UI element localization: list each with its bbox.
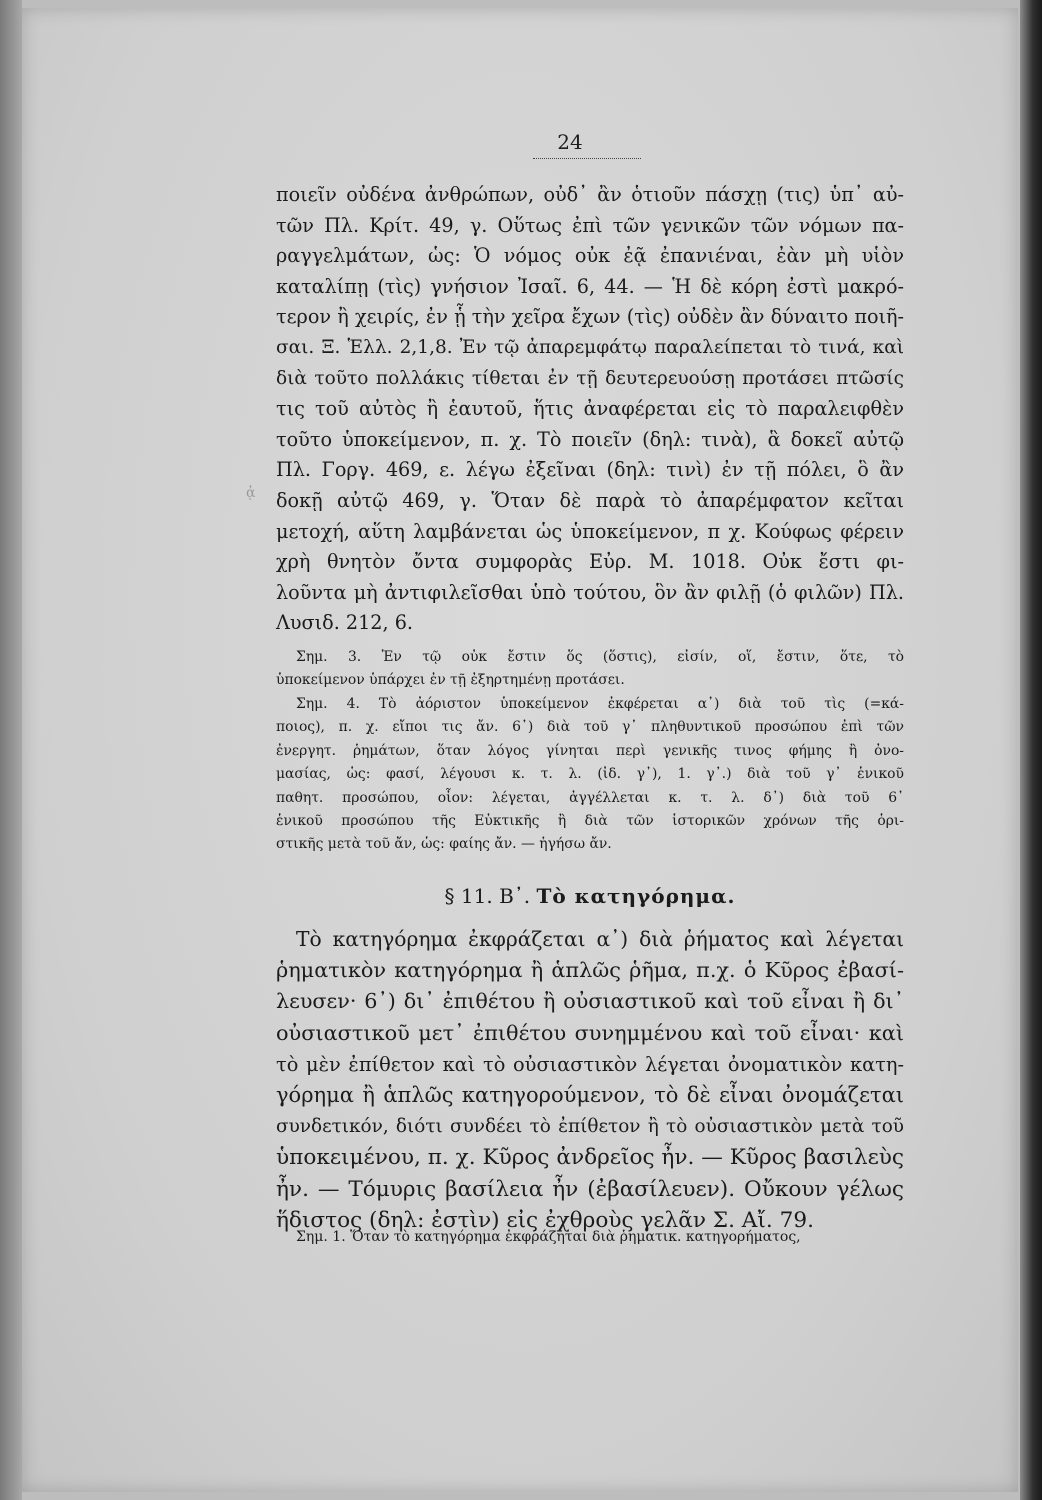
note-3 bbox=[276, 646, 904, 693]
book-spine-shadow bbox=[1020, 0, 1042, 1500]
main-paragraph bbox=[276, 180, 904, 639]
note-line: ποιος), π. χ. εἴποι τις ἄν. 6᾽) διὰ τοῦ γ᾽ πληθυντικοῦ προσώπου ἐπὶ τῶν bbox=[276, 719, 904, 736]
header-dotted-rule bbox=[533, 158, 641, 159]
text-line: καταλίπῃ (τὶς) γνήσιον Ἰσαῖ. 6, 44. — Ἡ δὲ κόρη ἐστὶ μακρό- bbox=[276, 274, 904, 298]
section-number: § 11. Β᾽. bbox=[444, 884, 531, 908]
text-line: οὐσιαστικοῦ μετ᾽ ἐπιθέτου συνημμένου καὶ τοῦ εἶναι· καὶ bbox=[276, 1020, 904, 1045]
margin-mark: ᾀ bbox=[246, 485, 256, 501]
note-4 bbox=[276, 693, 904, 857]
note-line: παθητ. προσώπου, οἷον: λέγεται, ἀγγέλλεται κ. τ. λ. δ᾽) διὰ τοῦ 6᾽ bbox=[276, 789, 904, 806]
text-line: σαι. Ξ. Ἑλλ. 2,1,8. Ἐν τῷ ἀπαρεμφάτῳ παραλείπεται τὸ τινά, καὶ bbox=[276, 336, 904, 358]
text-line: μετοχή, αὕτη λαμβάνεται ὡς ὑποκείμενον, π χ. Κούφως φέρειν bbox=[276, 519, 904, 543]
page-number: 24 bbox=[557, 130, 583, 154]
text-line: Τὸ κατηγόρημα ἐκφράζεται α᾽) διὰ ῥήματος καὶ λέγεται bbox=[296, 927, 904, 951]
text-line: ῥηματικὸν κατηγόρημα ἢ ἁπλῶς ῥῆμα, π.χ. ὁ Κῦρος ἐβασί- bbox=[276, 958, 904, 983]
note-line: Σημ. 1. Ὅταν τὸ κατηγόρημα ἐκφράζηται διὰ ῥηματικ. κατηγορήματος, bbox=[296, 1229, 801, 1245]
note-line: Σημ. 4. Τὸ ἀόριστον ὑποκείμενον ἐκφέρεται α᾽) διὰ τοῦ τὶς (=κά- bbox=[296, 696, 904, 712]
predicate-paragraph bbox=[276, 924, 904, 1236]
text-line: γόρημα ἢ ἁπλῶς κατηγορούμενον, τὸ δὲ εἶναι ὀνομάζεται bbox=[276, 1083, 904, 1108]
text-line: Πλ. Γοργ. 469, ε. λέγω ἐξεῖναι (δηλ: τινὶ) ἐν τῇ πόλει, ὃ ἂν bbox=[276, 458, 904, 482]
section-heading bbox=[276, 884, 904, 908]
note-line: ὑποκείμενον ὑπάρχει ἐν τῇ ἐξηρτημένῃ προτάσει. bbox=[276, 672, 625, 689]
text-line: ποιεῖν οὐδένα ἀνθρώπων, οὐδ᾽ ἂν ὁτιοῦν πάσχῃ (τις) ὑπ᾽ αὐ- bbox=[276, 183, 904, 206]
text-line: ὑποκειμένου, π. χ. Κῦρος ἀνδρεῖος ἦν. — Κῦρος βασιλεὺς bbox=[276, 1145, 904, 1171]
text-line: ραγγελμάτων, ὡς: Ὁ νόμος οὐκ ἐᾷ ἐπανιέναι, ἐὰν μὴ υἱὸν bbox=[276, 244, 904, 268]
text-line: Λυσιδ. 212, 6. bbox=[276, 611, 414, 635]
note-line: μασίας, ὡς: φασί, λέγουσι κ. τ. λ. (ἰδ. γ᾽), 1. γ᾽.) διὰ τοῦ γ᾽ ἑνικοῦ bbox=[276, 766, 904, 783]
note-line: Σημ. 3. Ἐν τῷ οὐκ ἔστιν ὅς (ὅστις), εἰσίν, οἵ, ἔστιν, ὅτε, τὸ bbox=[296, 649, 904, 665]
note-line: στικῆς μετὰ τοῦ ἄν, ὡς: φαίης ἄν. — ἡγήσω ἄν. bbox=[276, 836, 612, 853]
note-line: ἐνεργητ. ῥημάτων, ὅταν λόγος γίνηται περὶ γενικῆς τινος φήμης ἢ ὀνο- bbox=[276, 742, 904, 759]
text-line: τις τοῦ αὐτὸς ἢ ἑαυτοῦ, ἥτις ἀναφέρεται εἰς τὸ παραλειφθὲν bbox=[276, 397, 904, 421]
text-line: τῶν Πλ. Κρίτ. 49, γ. Οὕτως ἐπὶ τῶν γενικῶν τῶν νόμων πα- bbox=[276, 213, 904, 237]
text-line: τοῦτο ὑποκείμενον, π. χ. Τὸ ποιεῖν (δηλ: τινὰ), ἃ δοκεῖ αὐτῷ bbox=[276, 427, 904, 451]
text-line: λοῦντα μὴ ἀντιφιλεῖσθαι ὑπὸ τούτου, ὃν ἂν φιλῇ (ὁ φιλῶν) Πλ. bbox=[276, 580, 904, 604]
text-line: τὸ μὲν ἐπίθετον καὶ τὸ οὐσιαστικὸν λέγεται ὀνοματικὸν κατη- bbox=[276, 1052, 904, 1076]
text-line: δοκῇ αὐτῷ 469, γ. Ὅταν δὲ παρὰ τὸ ἀπαρέμφατον κεῖται bbox=[276, 488, 904, 512]
text-line: ἥδιστος (δηλ: ἐστὶν) εἰς ἐχθροὺς γελᾶν Σ. Αἴ. 79. bbox=[276, 1207, 814, 1233]
text-line: ἦν. — Τόμυρις βασίλεια ἦν (ἐβασίλευεν). Οὔκουν γέλως bbox=[276, 1176, 904, 1202]
text-line: τερον ἢ χειρίς, ἐν ᾗ τὴν χεῖρα ἔχων (τὶς) οὐδὲν ἂν δύναιτο ποιῆ- bbox=[276, 305, 904, 329]
text-line: συνδετικόν, διότι συνδέει τὸ ἐπίθετον ἢ τὸ οὐσιαστικὸν μετὰ τοῦ bbox=[276, 1116, 904, 1138]
text-line: χρὴ θνητὸν ὄντα συμφορὰς Εὐρ. Μ. 1018. Οὐκ ἔστι φι- bbox=[276, 550, 904, 574]
section-title: Τὸ κατηγόρημα. bbox=[536, 884, 736, 908]
note-line: ἑνικοῦ προσώπου τῆς Εὐκτικῆς ἢ διὰ τῶν ἱστορικῶν χρόνων τῆς ὁρι- bbox=[276, 813, 904, 830]
text-line: λευσεν· 6᾽) δι᾽ ἐπιθέτου ἢ οὐσιαστικοῦ καὶ τοῦ εἶναι ἢ δι᾽ bbox=[276, 989, 904, 1014]
text-line: διὰ τοῦτο πολλάκις τίθεται ἐν τῇ δευτερευούσῃ προτάσει πτῶσίς bbox=[276, 367, 904, 389]
note-1-predicate bbox=[276, 1226, 904, 1248]
left-page-edge bbox=[0, 0, 22, 1500]
